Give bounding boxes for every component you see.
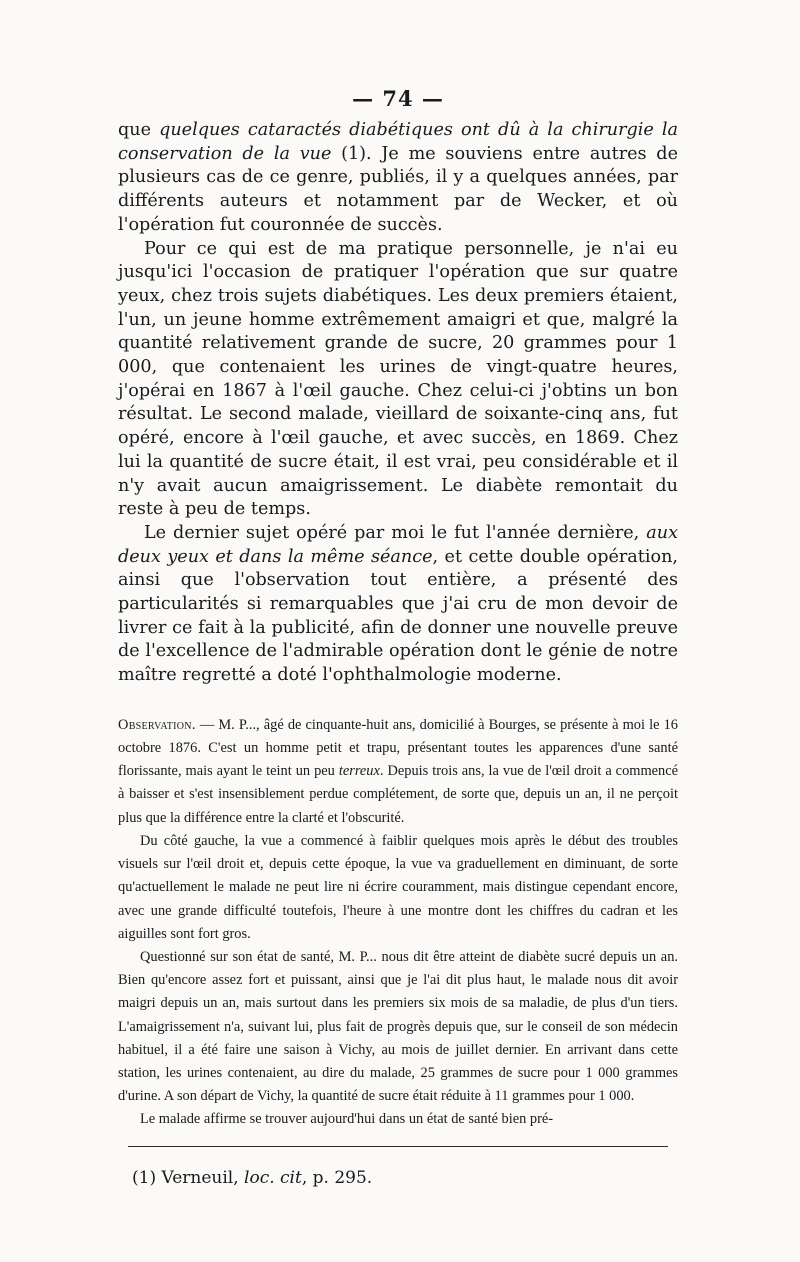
- observation-paragraph-2: Du côté gauche, la vue a commencé à faiblir quelques mois après le début des troubles visuels sur l'œil droit et, depuis cette époque, la vue va graduellement en diminuant, de sorte qu'actuellement le malade ne peut lire ni écrire couramment, mais distingue cependant encore, avec une grande difficulté toutefois, l'heure à une montre dont les chiffres du cadran et les aiguilles sont fort gros.: [118, 832, 678, 942]
- observation-paragraph-1: Observation. — M. P..., âgé de cinquante-huit ans, domicilié à Bourges, se présente à moi le 16 octobre 1876. C'est un homme petit et trapu, présentant toutes les apparences d'une santé florissante, mais ayant le teint un peu terreux. Depuis trois ans, la vue de l'œil droit a commencé à baisser et s'est insensiblement perdue complétement, de sorte que, depuis un an, il ne perçoit plus que la différence entre la clarté et l'obscurité.: [118, 716, 679, 826]
- italic-phrase: aux deux yeux et dans la même séance: [118, 522, 678, 567]
- paragraph-1: que quelques cataractés diabétiques ont dû à la chirurgie la conservation de la vue (1). Je me souviens entre autres de plusieurs cas de ce genre, publiés, il y a quelques années, par différents auteurs et notamment par de Wecker, et où l'opération fut couronnée de succès.: [118, 120, 678, 235]
- document-page: [118, 86, 678, 1189]
- observation-label: Observation.: [118, 716, 196, 733]
- observation-paragraph-3: Questionné sur son état de santé, M. P... nous dit être atteint de diabète sucré depuis un an. Bien qu'encore assez fort et puissant, ainsi que je l'ai dit plus haut, le malade nous dit avoir maigri depuis un an, mais surtout dans les premiers six mois de sa maladie, de plus d'un tiers. L'amaigrissement n'a, suivant lui, plus fait de progrès depuis que, sur le conseil de son médecin habituel, il a été faire une saison à Vichy, au mois de juillet dernier. En arrivant dans cette station, les urines contenaient, au dire du malade, 25 grammes de sucre pour 1 000 grammes d'urine. A son départ de Vichy, la quantité de sucre était réduite à 11 grammes pour 1 000.: [118, 948, 678, 1105]
- paragraph-3: Le dernier sujet opéré par moi le fut l'année dernière, aux deux yeux et dans la même séance, et cette double opération, ainsi que l'observation tout entière, a présenté des particularités si remarquables que j'ai cru de mon devoir de livrer ce fait à la publicité, afin de donner une nouvelle preuve de l'excellence de l'admirable opération dont le génie de notre maître regretté a doté l'ophthalmologie moderne.: [118, 522, 678, 686]
- italic-phrase: quelques cataractés diabétiques ont dû à la chirurgie la conservation de la vue: [118, 120, 678, 164]
- page-number: — 74 —: [352, 86, 444, 111]
- footnote: (1) Verneuil, loc. cit, p. 295.: [132, 1167, 373, 1188]
- paragraph-2: Pour ce qui est de ma pratique personnelle, je n'ai eu jusqu'ici l'occasion de pratiquer l'opération que sur quatre yeux, chez trois sujets diabétiques. Les deux premiers étaient, l'un, un jeune homme extrêmement amaigri et que, malgré la quantité relativement grande de sucre, 20 grammes pour 1 000, que contenaient les urines de vingt-quatre heures, j'opérai en 1867 à l'œil gauche. Chez celui-ci j'obtins un bon résultat. Le second malade, vieillard de soixante-cinq ans, fut opéré, encore à l'œil gauche, et avec succès, en 1869. Chez lui la quantité de sucre était, il est vrai, peu considérable et il n'y avait aucun amaigrissement. Le diabète remontait du reste à peu de temps.: [118, 238, 678, 520]
- footnote-separator: [128, 1146, 668, 1147]
- main-text: [118, 119, 678, 688]
- italic-word: terreux: [338, 763, 380, 780]
- observation-paragraph-4: Le malade affirme se trouver aujourd'hui dans un état de santé bien pré-: [140, 1111, 554, 1128]
- observation-section: [118, 714, 678, 1132]
